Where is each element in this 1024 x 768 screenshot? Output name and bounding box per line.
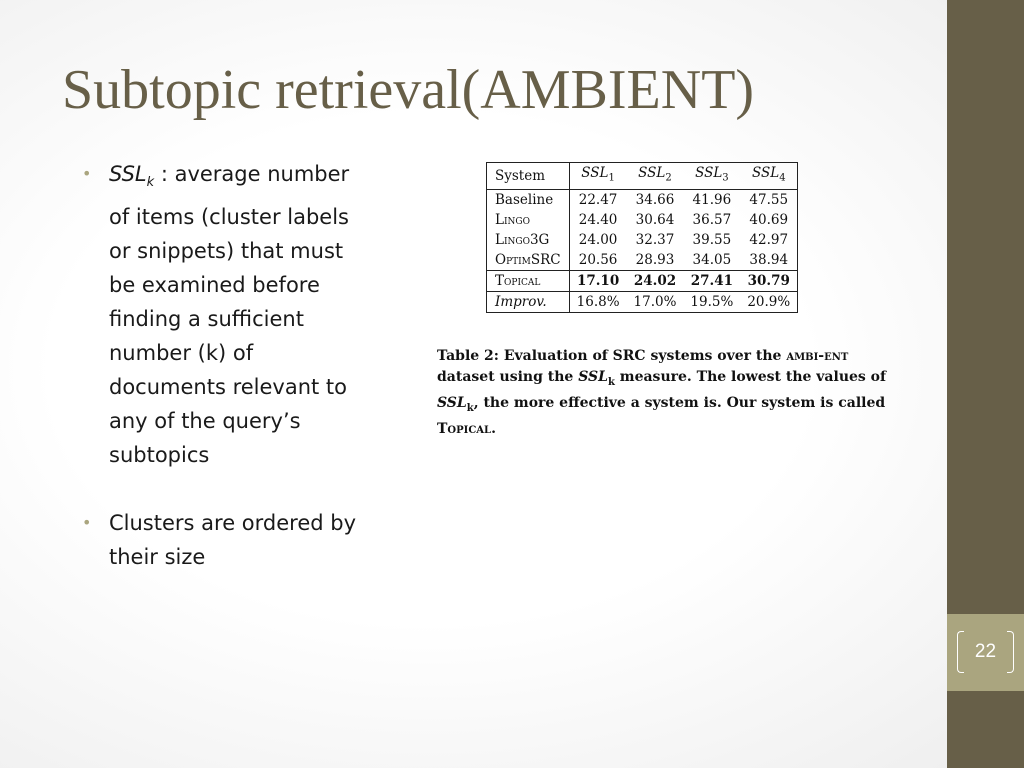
caption-ssl: $SSL_k$	[578, 368, 615, 388]
table-cell: 28.93	[635, 251, 675, 268]
caption-text: .	[491, 421, 496, 438]
ssl-term-subscript: k	[146, 175, 155, 191]
page-number: 22	[974, 641, 997, 662]
table-cell: 30.79	[747, 272, 790, 289]
table-row	[487, 189, 798, 210]
page-number-box	[947, 614, 1024, 691]
cluster-order-text: Clusters are ordered by their size	[109, 511, 357, 570]
table-cell: 20.56	[578, 251, 618, 268]
bullet-item-cluster-order	[82, 506, 372, 574]
row-system-improv: Improv.	[487, 291, 570, 312]
caption-ssl: $SSL_k$	[437, 394, 474, 414]
table-cell: 17.0%	[633, 293, 677, 310]
caption-text: dataset using the	[437, 368, 579, 385]
table-cell: 41.96	[692, 191, 732, 208]
ssl-definition-text: : average number of items (cluster labels or snippets) that must be examined before finding a sufficient number (k) of documents relevant to any of the query’s subtopics	[109, 162, 350, 468]
bullet-dot: •	[82, 164, 92, 183]
table-cell: 24.02	[633, 272, 677, 289]
table-cell: 47.55	[749, 191, 789, 208]
row-system-topical: Topical	[487, 270, 570, 291]
page-number-right-bracket	[1007, 631, 1014, 673]
table-row	[487, 230, 798, 250]
table-row	[487, 210, 798, 230]
row-system-baseline: Baseline	[487, 189, 570, 210]
bullet-list	[82, 157, 372, 574]
caption-text: , the more effective a system is. Our system is called	[473, 394, 886, 411]
ssl-term	[109, 162, 155, 191]
table-cell: 19.5%	[690, 293, 734, 310]
table-cell: 27.41	[690, 272, 733, 289]
table-row	[487, 250, 798, 271]
header-ssl3: $SSL_3$	[695, 165, 729, 184]
caption-text: Table 2: Evaluation of SRC systems over the	[437, 348, 787, 364]
table-header-row	[487, 163, 798, 190]
bullet-item-ssl-definition	[82, 157, 372, 472]
row-system-optimsrc: OptimSRC	[487, 250, 570, 271]
header-ssl2: $SSL_2$	[638, 165, 672, 184]
slide-title: Subtopic retrieval(AMBIENT)	[62, 59, 755, 121]
caption-ambient: ambi-ent	[786, 348, 849, 364]
caption-topical: Topical	[437, 421, 492, 438]
table-cell: 24.40	[578, 211, 618, 228]
header-ssl1: $SSL_1$	[581, 165, 615, 184]
table-caption	[437, 346, 907, 440]
table-cell: 36.57	[692, 211, 732, 228]
table-cell: 38.94	[749, 251, 789, 268]
table-cell: 39.55	[692, 231, 732, 248]
table-cell: 42.97	[749, 231, 789, 248]
table-cell: 17.10	[576, 272, 620, 289]
table-cell: 30.64	[635, 211, 675, 228]
results-table	[486, 162, 798, 313]
ssl-term-text: SSL	[109, 162, 147, 186]
table-cell: 24.00	[578, 231, 618, 248]
table-cell: 40.69	[749, 211, 789, 228]
row-system-lingo3g: Lingo3G	[487, 230, 570, 250]
header-system: System	[487, 163, 570, 190]
table-cell: 34.05	[692, 251, 732, 268]
row-system-lingo: Lingo	[487, 210, 570, 230]
table-row-improvement	[487, 291, 798, 312]
table-cell: 32.37	[635, 231, 675, 248]
table-cell: 20.9%	[747, 293, 791, 310]
table-cell: 22.47	[578, 191, 618, 208]
caption-text: measure. The lowest the values of	[614, 368, 887, 385]
header-ssl4: $SSL_4$	[751, 165, 786, 184]
table-row-topical	[487, 270, 798, 291]
bullet-dot: •	[82, 513, 92, 533]
table-cell: 16.8%	[576, 293, 620, 310]
table-cell: 34.66	[635, 191, 675, 208]
